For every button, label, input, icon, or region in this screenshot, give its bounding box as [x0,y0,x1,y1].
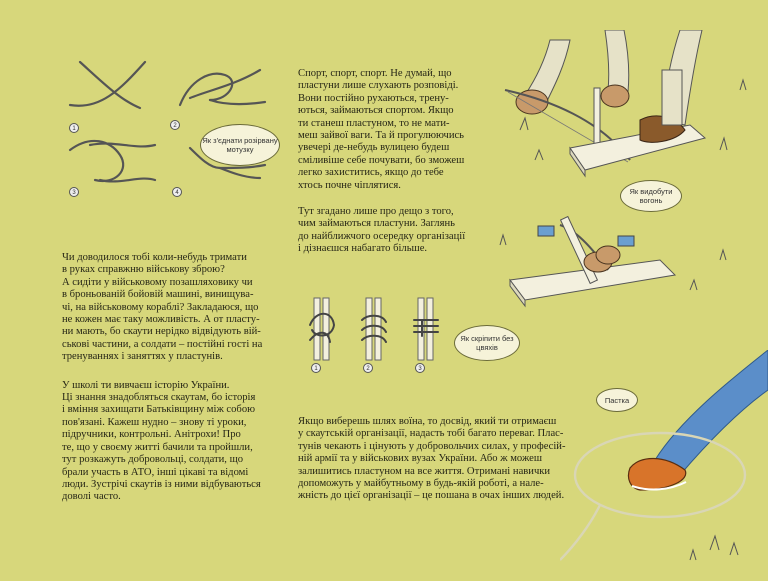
text-line: люди. Зустрічі скаутів із ними відбуваються [62,478,261,490]
paragraph-history [62,380,282,504]
lash-step-1: 1 [314,366,318,372]
lashing-illustration [296,290,446,375]
text-line: і дізнаєшся набагато більше. [298,243,428,255]
text-line: ти станеш пластуном, то не мати- [298,117,450,129]
text-line: сміливіше себе почувати, бо зможеш [298,154,465,166]
text-line: ній армії та у військових вузах України. Або ж можеш [298,453,542,465]
text-column-left [62,252,282,516]
text-line: меш зайвої ваги. Та й прогулюючись [298,130,465,142]
paragraph-warrior [298,416,588,503]
join-rope-label [200,124,280,166]
text-line: пов'язані. Кажеш нудно – знову ті уроки, [62,416,247,428]
text-line: Вони постійно рухаються, трену- [298,92,449,104]
paragraph-sport [298,68,498,192]
trap-label [596,388,638,412]
join-rope-label-text: Як з'єднати розірвану мотузку [202,136,278,154]
text-line: У школі ти вивчаєш історію України. [62,379,230,391]
text-line: підручники, контрольні. Анітрохи! Про [62,429,241,441]
text-line: до найближчого осередку організації [298,230,466,242]
text-line: у скаутській організації, надасть тобі багато переваг. Плас- [298,428,564,440]
text-line: Спорт, спорт, спорт. Не думай, що [298,68,452,79]
text-line: те, що у своєму житті бачили та пройшли, [62,441,253,453]
text-line: ються, займаються спортом. Якщо [298,105,454,117]
knot-step-2: 2 [173,123,177,129]
fire-making-illustration [490,30,768,330]
text-line: не кожен має таку можливість. А от пласту- [62,314,260,326]
text-line: чим займаються пластуни. Заглянь [298,218,455,230]
knot-step-1: 1 [72,126,76,132]
text-line: ни мають, бо скаути нерідко відвідують вій- [62,326,261,338]
text-column-middle [298,68,498,268]
fasten-no-nails-label [454,325,520,361]
text-line: чі, на військовому кораблі? Закладаюся, що [62,301,259,313]
text-line: допоможуть у майбутньому в будь-якій роботі, а нале- [298,478,544,490]
text-line: увечері де-небудь вулицею будеш [298,142,450,154]
lash-step-3: 3 [418,366,422,372]
text-line: залишитись пластуном на все життя. Отримані навички [298,465,551,477]
paragraph-visit [298,206,498,256]
text-line: А сидіти у військовому позашляховику чи [62,276,253,288]
text-line: тунів чекають і цінують у добровольчих силах, у професій- [298,440,566,452]
text-line: тренуваннях і заняттях у пластунів. [62,351,223,363]
text-line: Ці знання знадобляться скаутам, бо історія [62,392,256,404]
text-line: Чи доводилося тобі коли-небудь тримати [62,252,247,263]
text-line: хтось почне чіплятися. [298,179,401,191]
text-line: тут розкажуть добровольці, солдати, що [62,454,244,466]
text-line: і вміння захищати Батьківщину між собою [62,404,256,416]
text-line: ськові частини, а солдати – постійні гості на [62,338,263,350]
lash-step-2: 2 [366,366,370,372]
text-line: в броньованій бойовій машині, винищува- [62,289,254,301]
text-line: легко захиститись, якщо до тебе [298,167,444,179]
text-line: брали участь в АТО, інші цікаві та відомі [62,466,249,478]
text-line: Тут згадано лише про дещо з того, [298,206,454,218]
text-line: в руках справжню військову зброю? [62,264,225,276]
knot-step-3: 3 [72,190,76,196]
make-fire-label-text: Як видобути вогонь [629,187,673,205]
make-fire-label [620,180,682,212]
text-line: жність до цієї організації – це пошана в очах інших людей. [298,490,565,502]
fasten-label-text: Як скріпити без цвяхів [460,334,514,352]
knot-step-4: 4 [175,190,179,196]
text-line: доволі часто. [62,491,121,503]
text-line: пластуни лише слухають розповіді. [298,80,459,92]
trap-label-text: Пастка [604,395,630,405]
text-line: Якщо виберешь шлях воїна, то досвід, який ти отримаєш [298,416,557,427]
paragraph-weapons [62,252,282,364]
text-column-bottom [298,416,588,515]
trap-illustration [560,350,768,581]
